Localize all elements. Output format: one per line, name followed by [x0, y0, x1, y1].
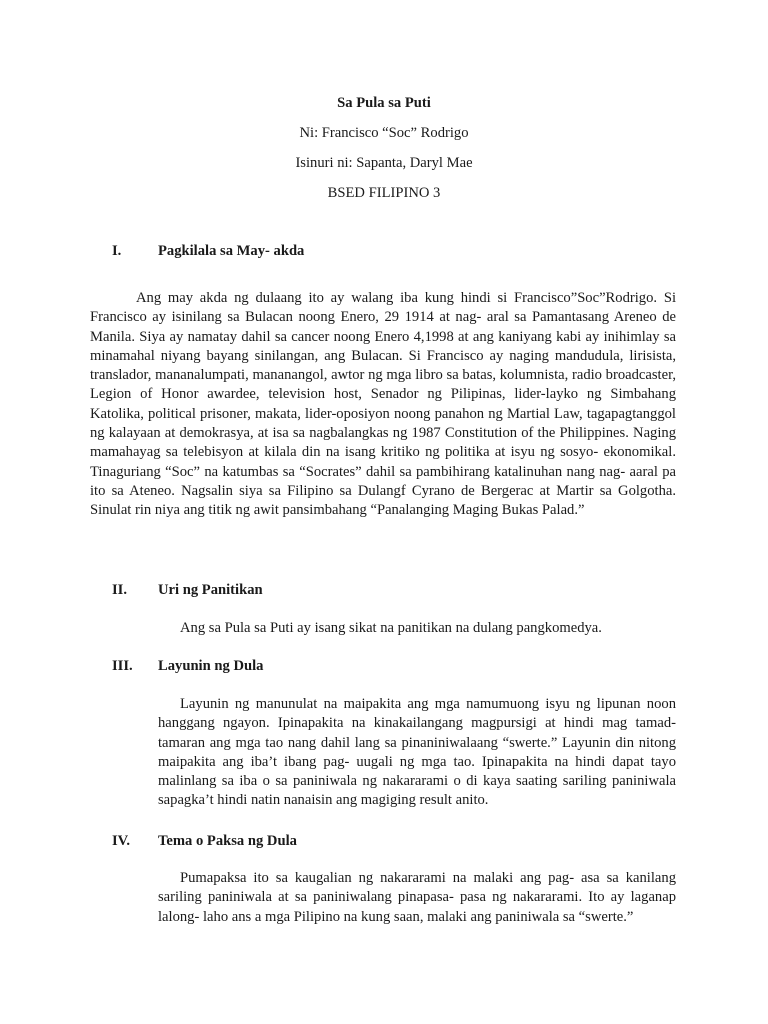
- section-title: Uri ng Panitikan: [158, 582, 263, 598]
- section-title: Tema o Paksa ng Dula: [158, 833, 297, 849]
- section-body-3: Layunin ng manunulat na maipakita ang mga namumuong isyu ng lipunan noon hanggang ngayon. Ipinapakita na kinakailangang magpursigi at hindi mag tamad-tamaran ang mga tao nang dahil lang sa pinaniniwalaang “swerte.” Layunin din nitong maipakita ang iba’t ibang pag- uugali ng mga tao. Ipinapakita na hindi dapat tayo malinlang sa iba o sa paniniwala ng nakararami o di kaya saating sariling paniniwala sapagka’t hindi natin nanaisin ang magiging result anito.: [158, 696, 676, 809]
- author-line: Ni: Francisco “Soc” Rodrigo: [299, 125, 469, 141]
- section-number: IV.: [112, 833, 130, 849]
- section-number: II.: [112, 582, 128, 598]
- section-body-2: Ang sa Pula sa Puti ay isang sikat na panitikan na dulang pangkomedya.: [180, 620, 602, 636]
- section-number: I.: [112, 243, 122, 259]
- section-body-4: Pumapaksa ito sa kaugalian ng nakararami na malaki ang pag- asa sa kanilang sariling paniniwala at sa paniniwalang pinapasa- pasa ng nakararami. Ito ay laganap lalong- laho ans a mga Pilipino na kung saan, malaki ang paniniwala sa “swerte.”: [158, 870, 676, 925]
- section-body-1: Ang may akda ng dulaang ito ay walang iba kung hindi si Francisco”Soc”Rodrigo. Si Francisco ay isinilang sa Bulacan noong Enero, 29 1914 at nag- aral sa Pamantasang Areneo de Manila. Siya ay namatay dahil sa cancer noong Enero 4,1998 at ang kaniyang kabi ay inihimlay sa minamahal niyang bayang sinilangan, ang Bulacan. Si Francisco ay naging mandudula, lirisista, translador, mananalumpati, mananangol, awtor ng mga libro sa batas, kolumnista, radio broadcaster, Legion of Honor awardee, television host, Senador ng Pilipinas, lider-layko ng Simbahang Katolika, political prisoner, makata, lider-oposiyon noong panahon ng Martial Law, tagapagtanggol ng kalayaan at demokrasya, at isa sa nagbalangkas ng 1987 Constitution of the Philippines. Naging mamahayag sa telebisyon at kilala din na isang kritiko ng politika at isyu ng sosyo- ekonomikal. Tinaguriang “Soc” na katumbas sa “Socrates” dahil sa pambihirang katalinuhan nang nag- aaral pa ito sa Ateneo. Nagsalin siya sa Filipino sa Dulangf Cyrano de Bergerac at Martir sa Golgotha. Sinulat rin niya ang titik ng awit pansimbahang “Panalanging Maging Bukas Palad.”: [90, 290, 676, 519]
- section-title: Layunin ng Dula: [158, 658, 264, 674]
- reviewer-line: Isinuri ni: Sapanta, Daryl Mae: [295, 155, 473, 171]
- course-line: BSED FILIPINO 3: [327, 185, 441, 201]
- document-title: Sa Pula sa Puti: [337, 95, 431, 111]
- section-title: Pagkilala sa May- akda: [158, 243, 305, 259]
- section-number: III.: [112, 658, 133, 674]
